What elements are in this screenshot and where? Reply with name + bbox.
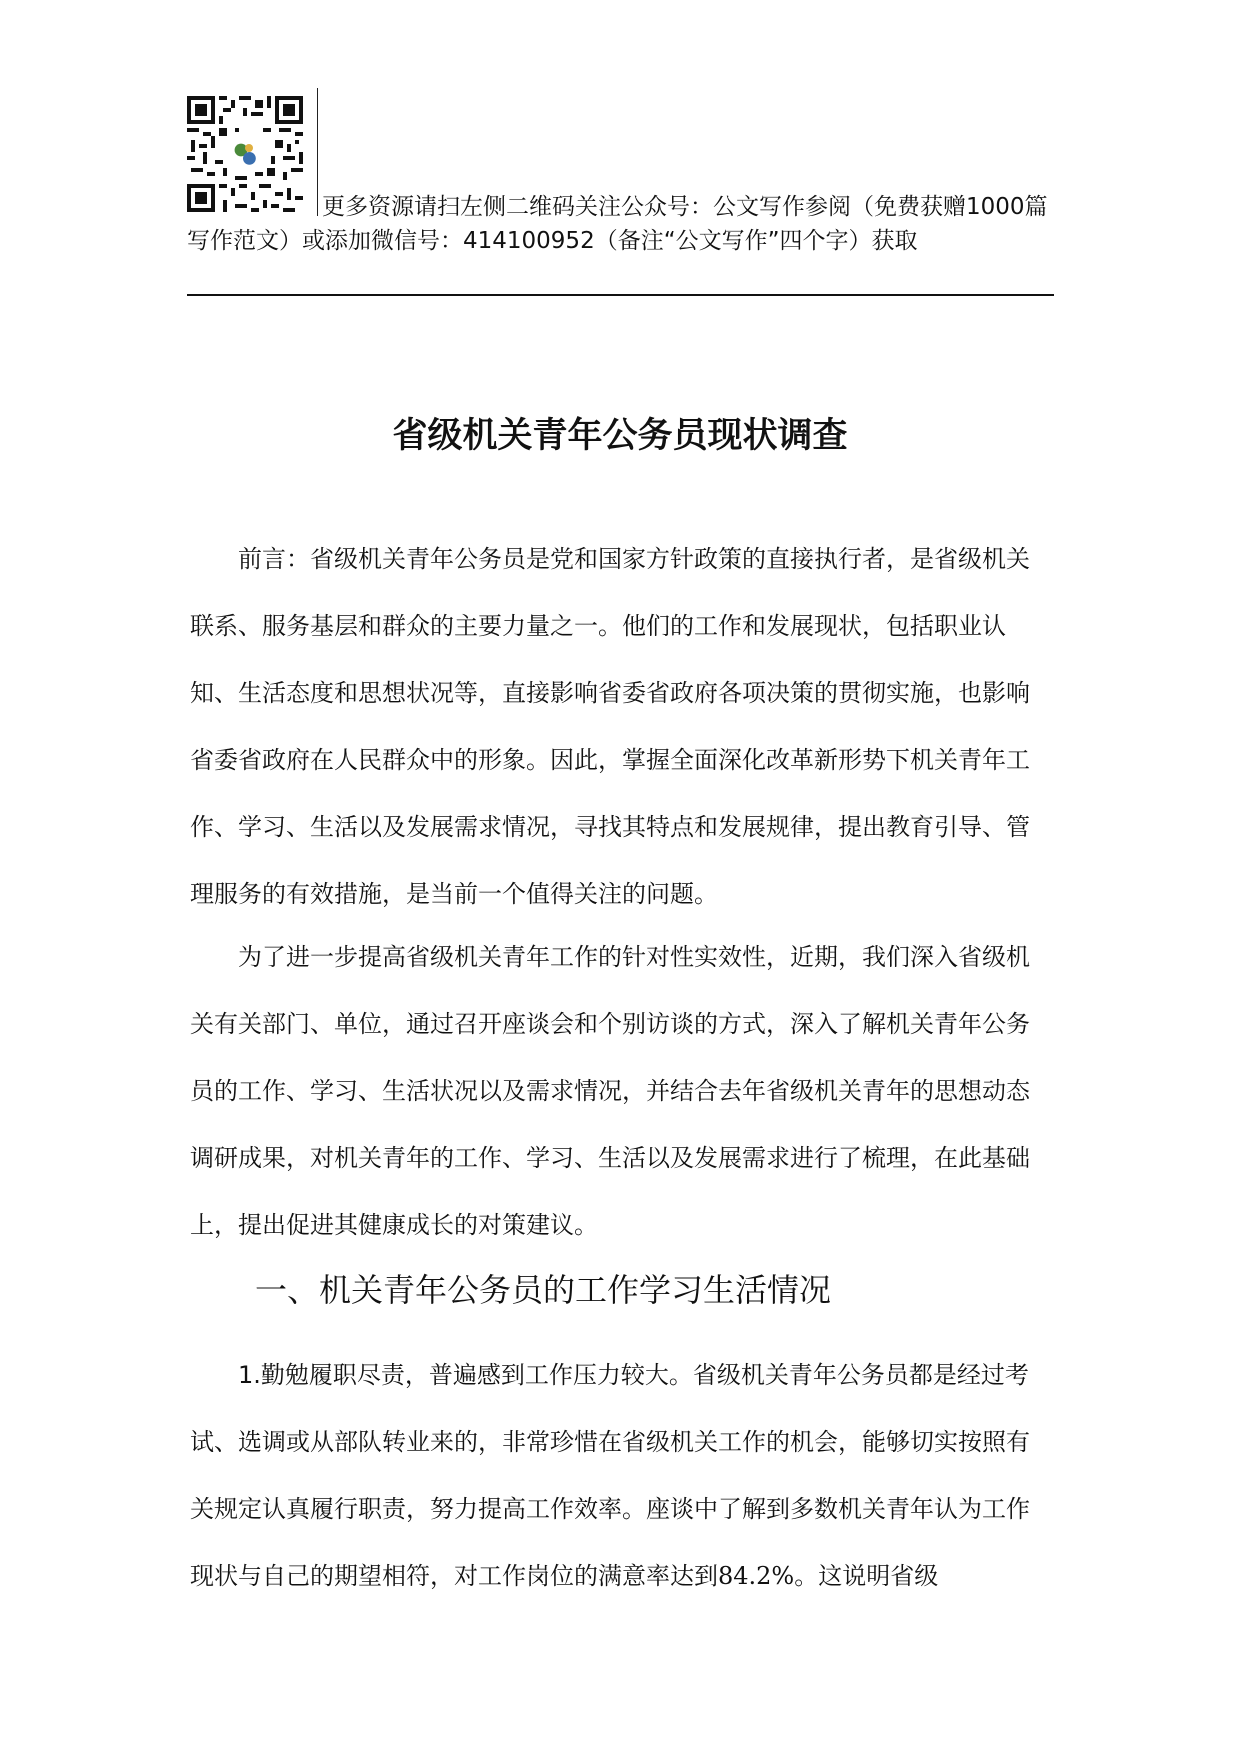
preface-paragraph: 前言：省级机关青年公务员是党和国家方针政策的直接执行者，是省级机关联系、服务基层和群众的主要力量之一。他们的工作和发展现状，包括职业认知、生活态度和思想状况等，直接影响省委省政府各项决策的贯彻实施，也影响省委省政府在人民群众中的形象。因此，掌握全面深化改革新形势下机关青年工作、学习、生活以及发展需求情况，寻找其特点和发展规律，提出教育引导、管理服务的有效措施，是当前一个值得关注的问题。 bbox=[190, 545, 1030, 908]
document-title: 省级机关青年公务员现状调查 bbox=[392, 416, 848, 456]
page-header bbox=[187, 88, 1054, 298]
header-divider bbox=[187, 294, 1054, 296]
section-heading: 一、机关青年公务员的工作学习生活情况 bbox=[255, 1271, 832, 1309]
qr-notice-text: 更多资源请扫左侧二维码关注公众号：公文写作参阅（免费获赠1000篇写作范文）或添加微信号：414100952（备注“公文写作”四个字）获取 bbox=[187, 194, 1048, 254]
intro-paragraph: 为了进一步提高省级机关青年工作的针对性实效性，近期，我们深入省级机关有关部门、单位，通过召开座谈会和个别访谈的方式，深入了解机关青年公务员的工作、学习、生活状况以及需求情况，并结合去年省级机关青年的思想动态调研成果，对机关青年的工作、学习、生活以及发展需求进行了梳理，在此基础上，提出促进其健康成长的对策建议。 bbox=[190, 943, 1030, 1239]
item-1-body: 省级机关青年公务员都是经过考试、选调或从部队转业来的，非常珍惜在省级机关工作的机会，能够切实按照有关规定认真履行职责，努力提高工作效率。座谈中了解到多数机关青年认为工作现状与自己的期望相符，对工作岗位的满意率达到84.2%。这说明省级 bbox=[190, 1361, 1030, 1590]
item-1-paragraph bbox=[190, 1342, 1050, 1682]
item-1-lead: 1.勤勉履职尽责，普遍感到工作压力较大。 bbox=[238, 1361, 693, 1389]
